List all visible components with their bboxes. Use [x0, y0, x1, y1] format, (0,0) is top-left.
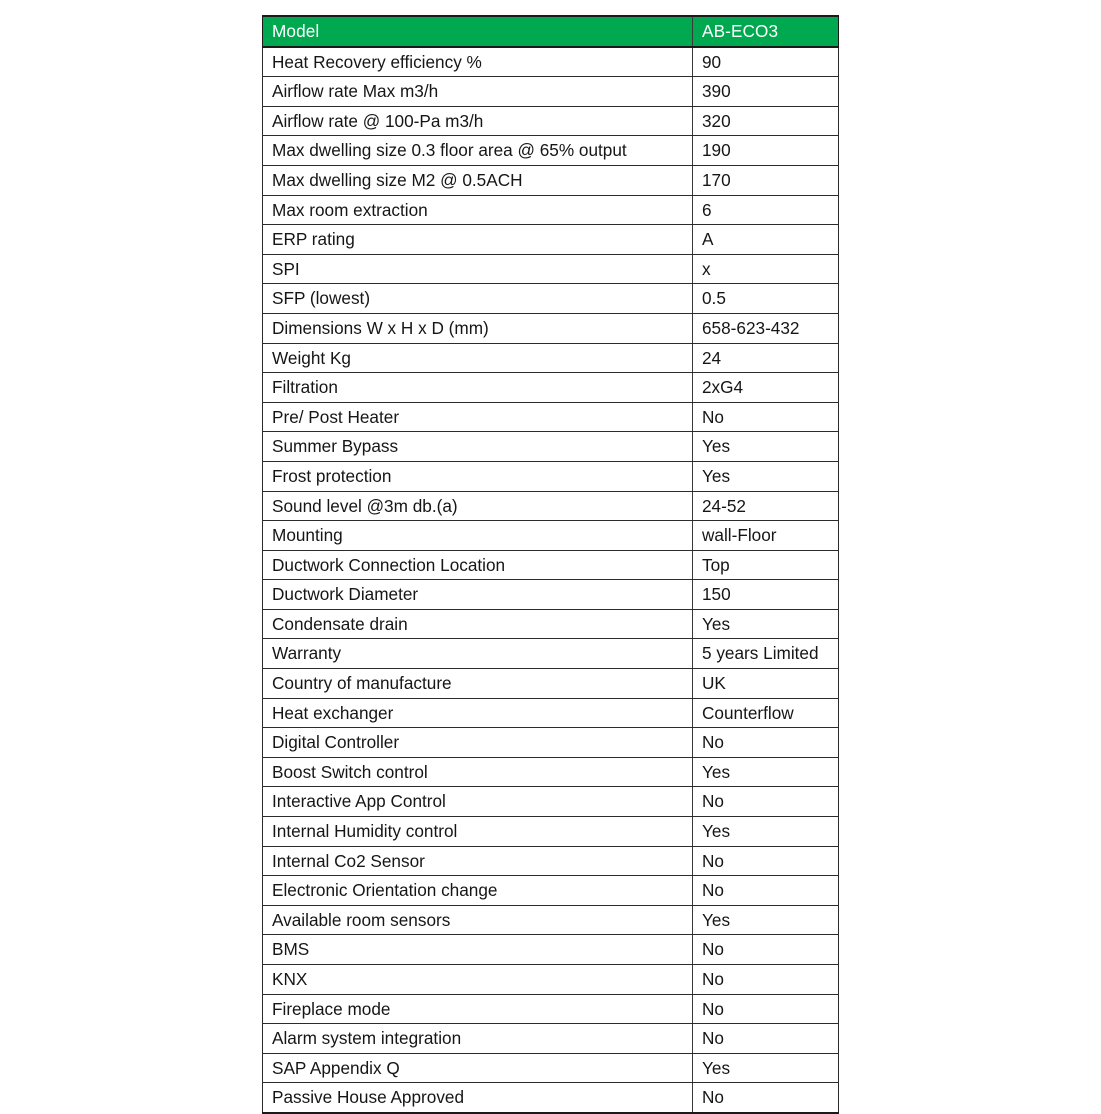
table-row — [263, 1024, 839, 1054]
spec-label-cell: Warranty — [263, 639, 693, 669]
spec-label-cell: Fireplace mode — [263, 994, 693, 1024]
spec-value-cell: No — [693, 935, 839, 965]
table-row — [263, 817, 839, 847]
spec-value-cell: x — [693, 254, 839, 284]
spec-value-cell: No — [693, 1024, 839, 1054]
table-row — [263, 698, 839, 728]
spec-value-cell: 0.5 — [693, 284, 839, 314]
spec-label-cell: Heat exchanger — [263, 698, 693, 728]
table-row — [263, 106, 839, 136]
spec-label-cell: Max dwelling size 0.3 floor area @ 65% output — [263, 136, 693, 166]
spec-value-cell: 90 — [693, 47, 839, 77]
table-row — [263, 846, 839, 876]
table-row — [263, 313, 839, 343]
spec-value-cell: No — [693, 846, 839, 876]
spec-label-cell: Airflow rate @ 100-Pa m3/h — [263, 106, 693, 136]
table-row — [263, 254, 839, 284]
spec-value-cell: 320 — [693, 106, 839, 136]
spec-value-cell: No — [693, 787, 839, 817]
table-row — [263, 757, 839, 787]
table-row — [263, 580, 839, 610]
spec-value-cell: 2xG4 — [693, 373, 839, 403]
spec-value-cell: wall-Floor — [693, 521, 839, 551]
spec-label-cell: Ductwork Diameter — [263, 580, 693, 610]
spec-value-cell: No — [693, 1083, 839, 1113]
table-row — [263, 1083, 839, 1113]
spec-label-cell: Ductwork Connection Location — [263, 550, 693, 580]
spec-label-cell: Summer Bypass — [263, 432, 693, 462]
spec-label-cell: Interactive App Control — [263, 787, 693, 817]
table-row — [263, 432, 839, 462]
spec-label-cell: Available room sensors — [263, 905, 693, 935]
spec-label-cell: Airflow rate Max m3/h — [263, 77, 693, 107]
spec-label-cell: SAP Appendix Q — [263, 1053, 693, 1083]
spec-value-cell: No — [693, 994, 839, 1024]
spec-value-cell: Yes — [693, 609, 839, 639]
spec-value-cell: Top — [693, 550, 839, 580]
spec-label-cell: Boost Switch control — [263, 757, 693, 787]
spec-value-cell: Yes — [693, 1053, 839, 1083]
table-row — [263, 373, 839, 403]
spec-label-cell: Electronic Orientation change — [263, 876, 693, 906]
spec-value-cell: 390 — [693, 77, 839, 107]
spec-label-cell: SFP (lowest) — [263, 284, 693, 314]
spec-label-cell: Sound level @3m db.(a) — [263, 491, 693, 521]
spec-value-cell: No — [693, 965, 839, 995]
spec-label-cell: Condensate drain — [263, 609, 693, 639]
table-row — [263, 136, 839, 166]
spec-label-cell: Mounting — [263, 521, 693, 551]
spec-label-cell: Passive House Approved — [263, 1083, 693, 1113]
spec-value-cell: Yes — [693, 432, 839, 462]
table-row — [263, 550, 839, 580]
table-row — [263, 343, 839, 373]
table-row — [263, 521, 839, 551]
spec-value-cell: 170 — [693, 165, 839, 195]
table-row — [263, 728, 839, 758]
spec-value-cell: No — [693, 728, 839, 758]
specification-table — [262, 15, 839, 1114]
spec-value-cell: 5 years Limited — [693, 639, 839, 669]
spec-label-cell: BMS — [263, 935, 693, 965]
table-row — [263, 639, 839, 669]
table-row — [263, 876, 839, 906]
spec-label-cell: Internal Humidity control — [263, 817, 693, 847]
spec-label-cell: Dimensions W x H x D (mm) — [263, 313, 693, 343]
spec-label-cell: Alarm system integration — [263, 1024, 693, 1054]
spec-label-cell: SPI — [263, 254, 693, 284]
table-row — [263, 994, 839, 1024]
table-header-row — [263, 16, 839, 47]
spec-label-cell: Country of manufacture — [263, 669, 693, 699]
table-row — [263, 965, 839, 995]
spec-label-cell: Internal Co2 Sensor — [263, 846, 693, 876]
spec-value-cell: Yes — [693, 757, 839, 787]
spec-value-cell: UK — [693, 669, 839, 699]
column-header-product: AB-ECO3 — [693, 16, 839, 47]
table-row — [263, 47, 839, 77]
spec-value-cell: 150 — [693, 580, 839, 610]
spec-label-cell: Filtration — [263, 373, 693, 403]
table-row — [263, 935, 839, 965]
table-body — [263, 47, 839, 1113]
table-row — [263, 787, 839, 817]
table-row — [263, 609, 839, 639]
spec-value-cell: 24 — [693, 343, 839, 373]
spec-label-cell: Weight Kg — [263, 343, 693, 373]
spec-value-cell: No — [693, 876, 839, 906]
spec-value-cell: No — [693, 402, 839, 432]
spec-value-cell: 658-623-432 — [693, 313, 839, 343]
spec-value-cell: 24-52 — [693, 491, 839, 521]
spec-label-cell: Digital Controller — [263, 728, 693, 758]
spec-label-cell: Max dwelling size M2 @ 0.5ACH — [263, 165, 693, 195]
spec-value-cell: Yes — [693, 905, 839, 935]
spec-value-cell: Yes — [693, 461, 839, 491]
spec-value-cell: Counterflow — [693, 698, 839, 728]
spec-value-cell: 6 — [693, 195, 839, 225]
spec-label-cell: Frost protection — [263, 461, 693, 491]
spec-label-cell: ERP rating — [263, 225, 693, 255]
table-row — [263, 669, 839, 699]
spec-label-cell: KNX — [263, 965, 693, 995]
spec-label-cell: Max room extraction — [263, 195, 693, 225]
spec-label-cell: Pre/ Post Heater — [263, 402, 693, 432]
table-row — [263, 225, 839, 255]
spec-value-cell: 190 — [693, 136, 839, 166]
table-header — [263, 16, 839, 47]
table-row — [263, 402, 839, 432]
spec-label-cell: Heat Recovery efficiency % — [263, 47, 693, 77]
product-specification-sheet — [262, 15, 838, 1114]
table-row — [263, 77, 839, 107]
spec-value-cell: A — [693, 225, 839, 255]
table-row — [263, 284, 839, 314]
table-row — [263, 1053, 839, 1083]
table-row — [263, 491, 839, 521]
table-row — [263, 461, 839, 491]
table-row — [263, 905, 839, 935]
table-row — [263, 165, 839, 195]
column-header-model: Model — [263, 16, 693, 47]
spec-value-cell: Yes — [693, 817, 839, 847]
table-row — [263, 195, 839, 225]
